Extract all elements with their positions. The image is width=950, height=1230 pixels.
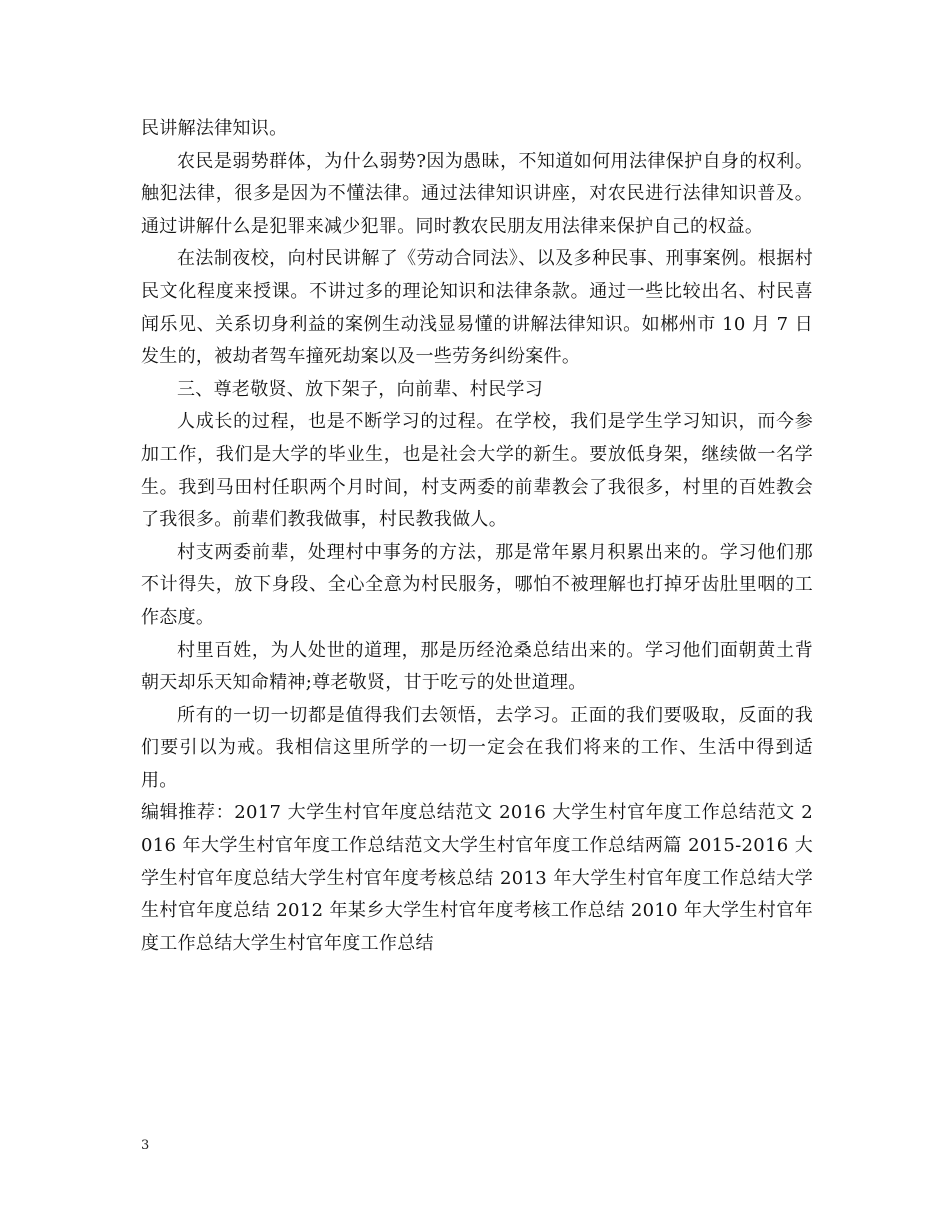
paragraph-8: 所有的一切一切都是值得我们去领悟，去学习。正面的我们要吸取，反面的我们要引以为戒。我相信这里所学的一切一定会在我们将来的工作、生活中得到适用。 xyxy=(141,704,813,791)
editor-recommendation: 编辑推荐：2017 大学生村官年度总结范文 2016 大学生村官年度工作总结范文 2016 年大学生村官年度工作总结范文大学生村官年度工作总结两篇 2015-2016 大学生村官年度总结大学生村官年度考核总结 2013 年大学生村官年度工作总结大学生村官年度总结 2012 年某乡大学生村官年度考核工作总结 2010 年大学生村官年度工作总结大学生村官年度工作总结 xyxy=(141,802,813,954)
paragraph-1: 民讲解法律知识。 xyxy=(141,118,288,139)
section-heading-3: 三、尊老敬贤、放下架子，向前辈、村民学习 xyxy=(177,378,543,400)
paragraph-7: 村里百姓，为人处世的道理，那是历经沧桑总结出来的。学习他们面朝黄土背朝天却乐天知命精神;尊老敬贤，甘于吃亏的处世道理。 xyxy=(141,639,813,694)
paragraph-5: 人成长的过程，也是不断学习的过程。在学校，我们是学生学习知识，而今参加工作，我们是大学的毕业生，也是社会大学的新生。要放低身架，继续做一名学生。我到马田村任职两个月时间，村支两委的前辈教会了我很多，村里的百姓教会了我很多。前辈们教我做事，村民教我做人。 xyxy=(141,411,813,531)
document-body xyxy=(141,113,813,960)
paragraph-6: 村支两委前辈，处理村中事务的方法，那是常年累月积累出来的。学习他们那不计得失，放下身段、全心全意为村民服务，哪怕不被理解也打掉牙齿肚里咽的工作态度。 xyxy=(141,541,813,628)
paragraph-3: 在法制夜校，向村民讲解了《劳动合同法》、以及多种民事、刑事案例。根据村民文化程度来授课。不讲过多的理论知识和法律条款。通过一些比较出名、村民喜闻乐见、关系切身利益的案例生动浅显易懂的讲解法律知识。如郴州市 10 月 7 日发生的，被劫者驾车撞死劫案以及一些劳务纠纷案件。 xyxy=(141,248,813,368)
page-number: 3 xyxy=(141,1138,150,1153)
paragraph-2: 农民是弱势群体，为什么弱势?因为愚昧，不知道如何用法律保护自身的权利。触犯法律，很多是因为不懂法律。通过法律知识讲座，对农民进行法律知识普及。通过讲解什么是犯罪来减少犯罪。同时教农民朋友用法律来保护自己的权益。 xyxy=(141,150,813,237)
